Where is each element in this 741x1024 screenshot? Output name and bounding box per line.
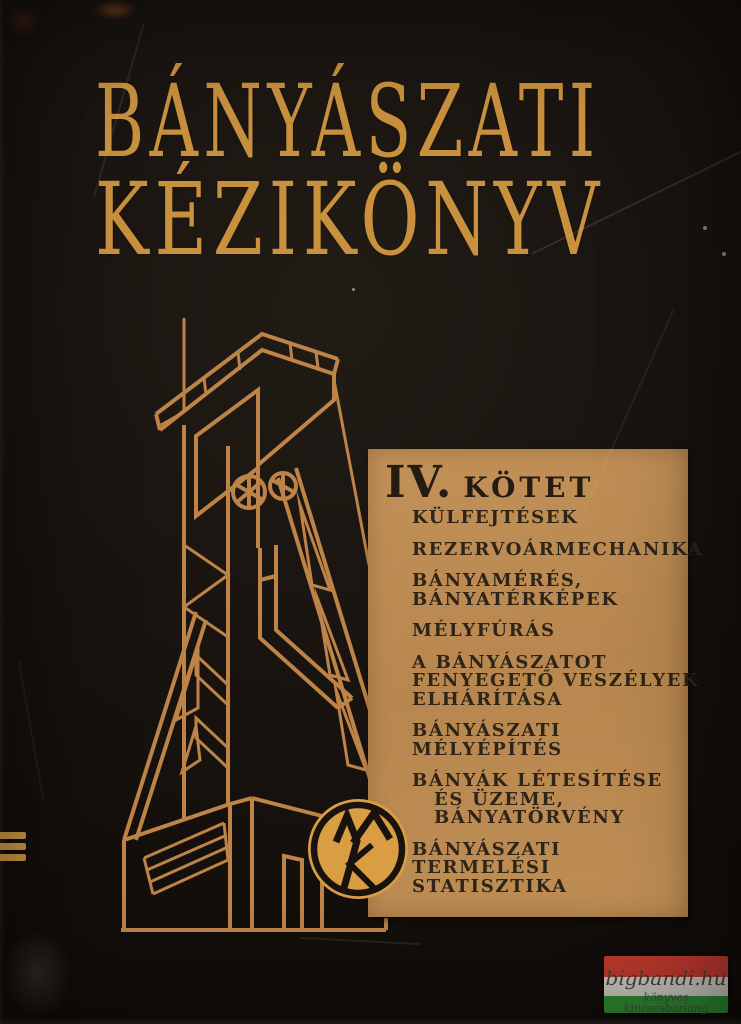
contents-line: BÁNYAMÉRÉS,	[412, 570, 583, 591]
volume-number: IV.	[385, 457, 454, 508]
book-title-line-2: KÉZIKÖNYV	[95, 161, 606, 278]
contents-item	[412, 772, 682, 828]
contents-item	[412, 722, 682, 759]
volume-heading	[385, 457, 594, 508]
contents-item	[412, 538, 704, 560]
contents-line: REZERVOÁRMECHANIKA	[412, 538, 704, 560]
spine-mark	[0, 843, 26, 850]
watermark-badge	[604, 956, 728, 1013]
contents-line: TERMELÉSI	[412, 857, 551, 878]
contents-line: STATISZTIKA	[412, 875, 568, 897]
volume-word: KÖTET	[463, 471, 595, 504]
contents-line: MÉLYÉPÍTÉS	[412, 738, 563, 760]
contents-line: ELHÁRÍTÁSA	[412, 688, 564, 710]
contents-line: FENYEGETŐ VESZÉLYEK	[412, 670, 700, 691]
contents-line: ÉS ÜZEME,	[434, 788, 565, 810]
contents-line: BÁNYATÉRKÉPEK	[412, 588, 619, 610]
contents-item	[412, 509, 682, 528]
contents-item	[412, 622, 682, 641]
publisher-logo-mk-icon	[305, 796, 411, 902]
contents-item	[412, 572, 682, 609]
contents-line: KÜLFEJTÉSEK	[412, 507, 579, 528]
contents-line: BÁNYÁSZATI	[412, 838, 562, 860]
contents-line: A BÁNYÁSZATOT	[412, 651, 608, 673]
spine-mark	[0, 832, 26, 839]
contents-line: MÉLYFÚRÁS	[412, 620, 556, 641]
spine-marks	[0, 832, 26, 865]
contents-item	[412, 838, 682, 897]
contents-line: BÁNYÁSZATI	[412, 720, 562, 741]
contents-line: BÁNYÁK LÉTESÍTÉSE	[412, 770, 663, 791]
contents-panel	[368, 449, 704, 917]
contents-line: BÁNYATÖRVÉNY	[434, 807, 626, 828]
watermark-site-name: bigbandi.hu	[605, 966, 727, 990]
contents-list	[412, 507, 704, 909]
watermark-tagline: könyves kincsesbarlang	[623, 991, 709, 1015]
spine-mark	[0, 854, 26, 861]
contents-item	[412, 651, 700, 710]
book-title-line-1: BÁNYÁSZATI	[95, 63, 601, 180]
